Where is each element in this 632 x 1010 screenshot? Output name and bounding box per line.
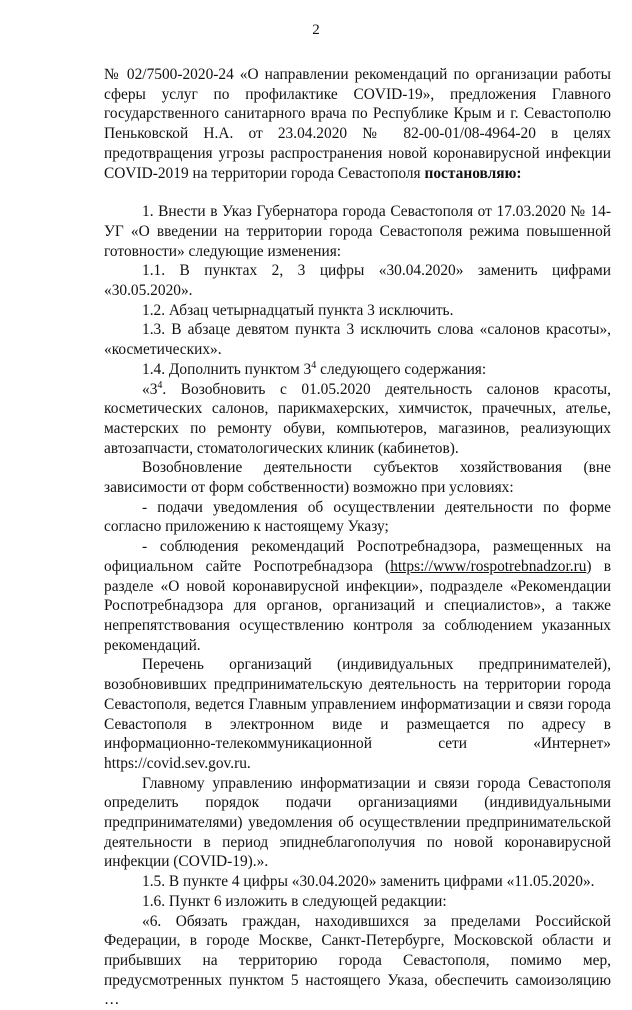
list-paragraph: Перечень организаций (индивидуальных предпринимателей), возобновивших предпринимательскую деятельность на территории города Севастополя, ведется Главным управлением информатизации и связи города Севастополя в электронном виде и размещается по адресу в информационно-телекоммуникационной сети «Интернет» https://covid.sev.gov.ru. <box>104 656 611 772</box>
intro-bold: постановляю: <box>424 164 522 182</box>
item-1-4-pre: 1.4. Дополнить пунктом 3 <box>142 360 312 378</box>
gu-paragraph: Главному управлению информатизации и связи города Севастополя определить порядок подачи организациями (индивидуальными предпринимателями) уведомления об осуществлении предпринимательской деятельности в период эпиднеблагополучия по новой коронавирусной инфекции (COVID-19).». <box>104 774 611 871</box>
item-1-6: 1.6. Пункт 6 изложить в следующей редакции: <box>142 892 447 910</box>
condition-2-post: ) в разделе «О новой коронавирусной инфекции», подразделе «Рекомендации Роспотребнадзора для органов, организаций и специалистов», а также непрепятствования осуществлению контроля за соблюдением указанных рекомендаций. <box>104 557 611 654</box>
item-1-5: 1.5. В пункте 4 цифры «30.04.2020» заменить цифрами «11.05.2020». <box>142 873 595 891</box>
page-number: 2 <box>312 22 320 38</box>
item-1-4 <box>104 360 611 380</box>
item-1-2: 1.2. Абзац четырнадцатый пункта 3 исключить. <box>142 301 454 319</box>
item-1-4-sup: 4 <box>311 359 317 371</box>
item-6: «6. Обязать граждан, находившихся за пределами Российской Федерации, в городе Москве, Санкт-Петербурге, Московской области и прибывших на территорию города Севастополя, помимо мер, предусмотренных пунктом 5 настоящего Указа, обеспечить самоизоляцию … <box>104 912 611 1009</box>
intro-text: № 02/7500-2020-24 «О направлении рекомендаций по организации работы сферы услуг по профилактике COVID-19», предложения Главного государственного санитарного врача по Республике Крым и г. Севастополю Пеньковской Н.А. от 23.04.2020 № 82-00-01/08-4964-20 в целях предотвращения угрозы распространения новой коронавирусной инфекции COVID-2019 на территории города Севастополя <box>104 66 611 182</box>
condition-2 <box>104 537 611 655</box>
condition-1: - подачи уведомления об осуществлении деятельности по форме согласно приложению к настоящему Указу; <box>104 498 611 536</box>
item-1: 1. Внести в Указ Губернатора города Севастополя от 17.03.2020 № 14-УГ «О введении на территории города Севастополя режима повышенной готовности» следующие изменения: <box>104 203 611 260</box>
item-1-4-post: следующего содержания: <box>316 360 487 378</box>
document-body <box>104 65 611 1010</box>
item-1-1: 1.1. В пунктах 2, 3 цифры «30.04.2020» заменить цифрами «30.05.2020». <box>104 262 611 300</box>
paragraph-gap <box>104 183 611 202</box>
item-3-4 <box>104 380 611 459</box>
item-1-3: 1.3. В абзаце девятом пункта 3 исключить слова «салонов красоты», «косметических». <box>104 321 611 359</box>
condition-2-pre: - соблюдения рекомендаций Роспотребнадзора, размещенных на официальном сайте Роспотребнадзора ( <box>104 538 611 575</box>
rospotrebnadzor-link[interactable]: https://www/rospotrebnadzor.ru <box>390 557 587 575</box>
item-3-4-post: . Возобновить с 01.05.2020 деятельность салонов красоты, косметических салонов, парикмахерских, химчисток, прачечных, ателье, мастерских по ремонту обуви, компьютеров, магазинов, реализующих автозапчасти, стоматологических клиник (кабинетов). <box>104 380 611 457</box>
resume-paragraph: Возобновление деятельности субъектов хозяйствования (вне зависимости от форм собственности) возможно при условиях: <box>104 459 611 497</box>
intro-paragraph <box>104 65 611 183</box>
item-3-4-pre: «3 <box>142 380 158 398</box>
item-3-4-sup: 4 <box>157 379 163 391</box>
